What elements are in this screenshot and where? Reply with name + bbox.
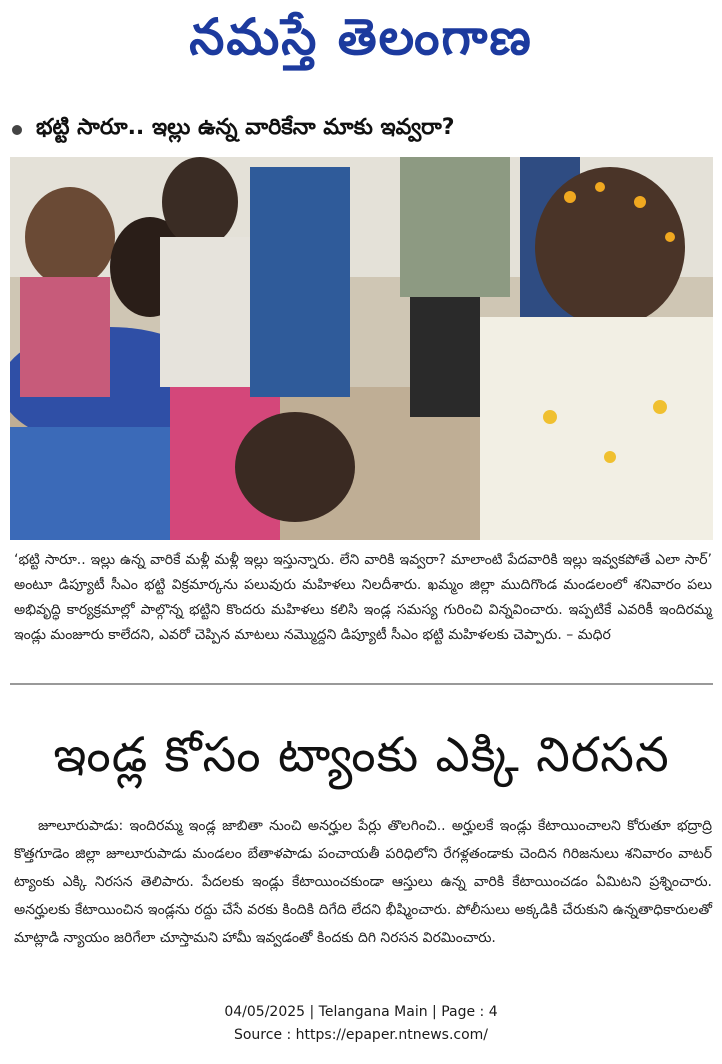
story1-headline: భట్టి సారూ.. ఇల్లు ఉన్న వారికేనా మాకు ఇవ్వరా? (36, 115, 455, 140)
news-photo (10, 157, 713, 540)
story2-headline-row (10, 720, 713, 802)
section-divider (10, 683, 713, 685)
masthead (0, 0, 722, 86)
story1-headline-row (10, 112, 710, 148)
newspaper-title: నమస్తే తెలంగాణ (189, 7, 533, 66)
story2-body: జూలూరుపాడు: ఇందిరమ్మ ఇండ్ల జాబితా నుంచి అనర్హుల పేర్లు తొలగించి.. అర్హులకే ఇండ్లు కేటాయించాలని కోరుతూ భద్రాద్రి కొత్తగూడెం జిల్లా జూలూరుపాడు మండలం బేతాళపాడు పంచాయతీ పరిధిలోని రేగళ్లతండాకు చెందిన గిరిజనులు శనివారం వాటర్ ట్యాంకు ఎక్కి నిరసన తెలిపారు. పేదలకు ఇండ్లు కేటాయించకుండా ఆస్తులు ఉన్న వారికి కేటాయించడం ఏమిటని ప్రశ్నించారు. అనర్హులకు కేటాయించిన ఇండ్లను రద్దు చేసే వరకు కిందికి దిగేది లేదని భీష్మించారు. పోలీసులు అక్కడికి చేరుకుని ఉన్నతాధికారులతో మాట్లాడి న్యాయం జరిగేలా చూస్తామని హామీ ఇవ్వడంతో కిందకు దిగి నిరసన విరమించారు. (14, 818, 712, 946)
photo-caption: ‘భట్టి సారూ.. ఇల్లు ఉన్న వారికే మళ్లీ మళ్లీ ఇల్లు ఇస్తున్నారు. లేని వారికి ఇవ్వరా? మాలాంటి పేదవారికి ఇల్లు ఇవ్వకపోతే ఎలా సార్’ అంటూ డిప్యూటీ సీఎం భట్టి విక్రమార్కను పలువురు మహిళలు నిలదీశారు. ఖమ్మం జిల్లా ముదిగొండ మండలంలో శనివారం పలు అభివృద్ధి కార్యక్రమాల్లో పాల్గొన్న భట్టిని కొందరు మహిళలు కలిసి ఇండ్ల సమస్య గురించి విన్నవించారు. ఇప్పటికే ఎవరికీ ఇందిరమ్మ ఇండ్లు మంజూరు కాలేదని, ఎవరో చెప్పిన మాటలు నమ్మొద్దని డిప్యూటీ సీఎం భట్టి మహిళలకు చెప్పారు. – మధిర (14, 552, 712, 643)
story2-headline: ఇండ్ల కోసం ట్యాంకు ఎక్కి నిరసన (53, 727, 670, 783)
footer-source: Source : https://epaper.ntnews.com/ (233, 1027, 489, 1043)
footer-date-page: 04/05/2025 | Telangana Main | Page : 4 (224, 1004, 498, 1020)
bullet-icon (12, 125, 22, 135)
